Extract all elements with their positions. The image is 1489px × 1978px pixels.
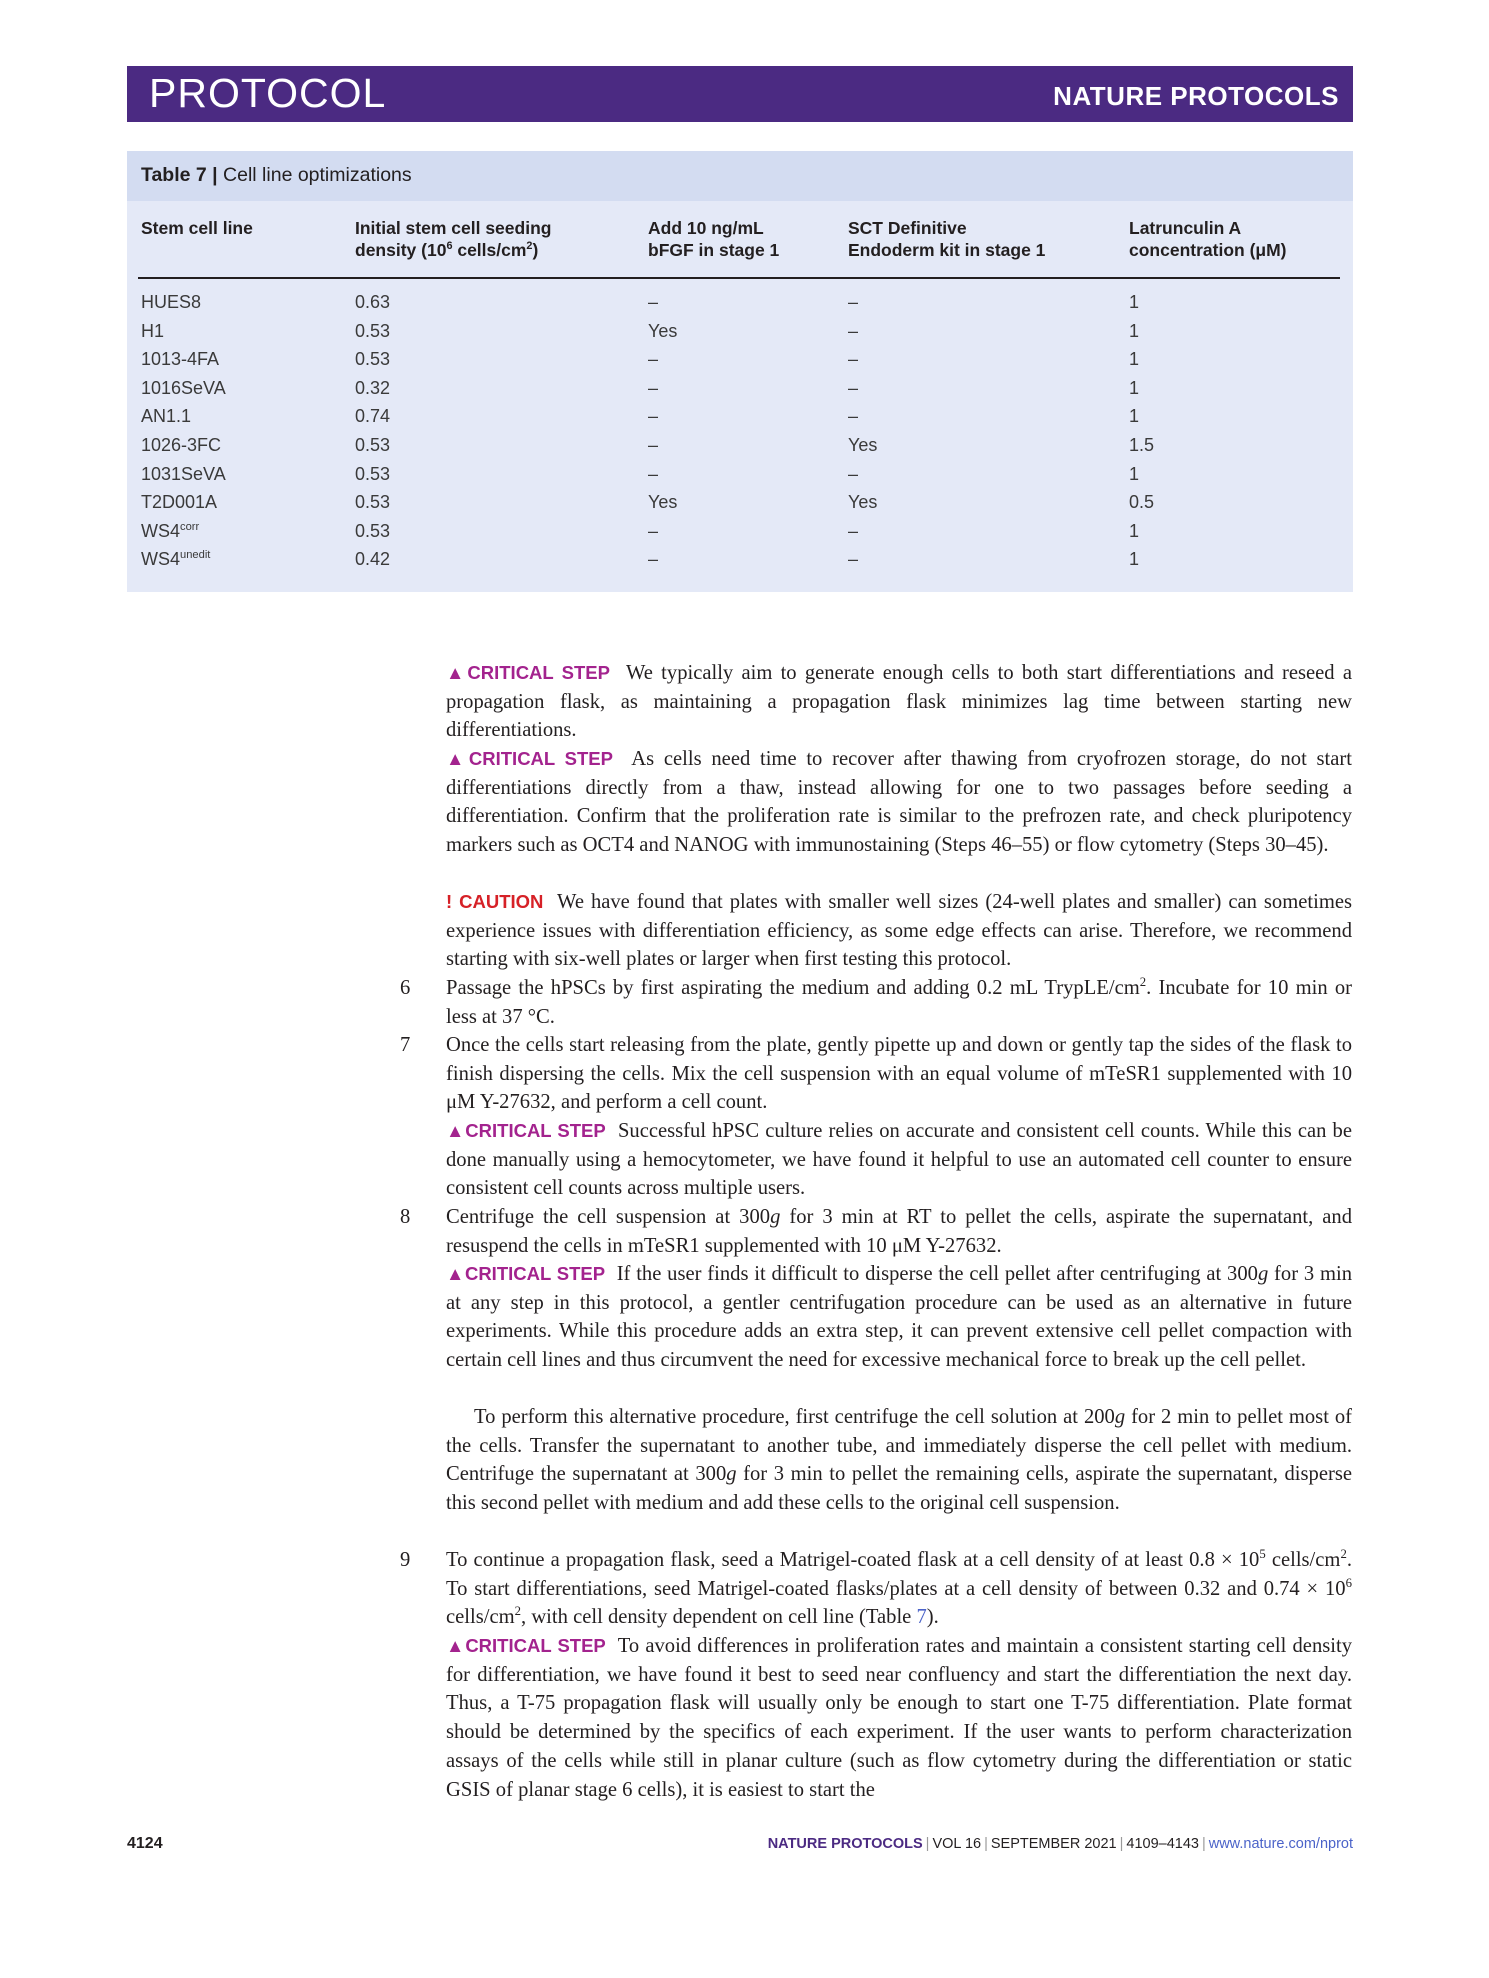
cell-sct-kit: Yes: [848, 435, 878, 455]
step-number: 9: [400, 1549, 411, 1571]
cell-bfgf: –: [648, 435, 659, 455]
cell-seeding-density: 0.53: [355, 520, 391, 541]
cell-bfgf: Yes: [648, 320, 678, 341]
table-row: [127, 406, 1353, 434]
cell-stem-cell-line: 1031SeVA: [141, 463, 226, 484]
cell-sct-kit: –: [848, 292, 859, 312]
step-8: Centrifuge the cell suspension at 300g for 3 min at RT to pellet the cells, aspirate the supernatant, and resuspend the cells in mTeSR1 supplemented with 10 μM Y-27632.: [446, 1206, 1352, 1257]
cell-stem-cell-line: 1026-3FC: [141, 435, 222, 455]
col-header-text: Stem cell line: [141, 218, 253, 238]
cell-latrunculin: 1.5: [1129, 435, 1155, 455]
caution-label: ! CAUTION: [446, 891, 544, 912]
critical-step-label: ▲CRITICAL STEP: [446, 748, 613, 769]
col-header-text: Endoderm kit in stage 1: [848, 240, 1046, 260]
cell-seeding-density: 0.53: [355, 320, 391, 341]
cell-stem-cell-line: $WS4^{unedit}$: [141, 549, 211, 570]
caution-note: ! CAUTION We have found that plates with smaller well sizes (24-well plates and smaller) can sometimes experience issues with differentiation efficiency, as some edge effects can arise. Therefore, we recommend starting with six-well plates or larger when first testing this protocol.: [446, 891, 1352, 971]
cell-stem-cell-line: HUES8: [141, 292, 202, 312]
cell-bfgf: –: [648, 463, 659, 484]
table-row: [127, 349, 1353, 377]
table-row: [127, 464, 1353, 492]
cell-bfgf: –: [648, 377, 659, 398]
footer-url-link[interactable]: www.nature.com/nprot: [1208, 1836, 1353, 1852]
critical-step-note: ▲CRITICAL STEP If the user finds it difficult to disperse the cell pellet after centrifuging at 300g for 3 min at any step in this protocol, a gentler centrifugation procedure can be used as an alternative in future experiments. While this procedure adds an extra step, it can prevent extensive cell pellet compaction with certain cell lines and thus circumvent the need for excessive mechanical force to break up the cell pellet.: [446, 1263, 1353, 1372]
col-header-bfgf: [648, 217, 779, 261]
journal-name: NATURE PROTOCOLS: [1053, 81, 1339, 111]
col-header-text: SCT Definitive: [848, 218, 967, 238]
cell-seeding-density: 0.42: [355, 549, 391, 570]
cell-sct-kit: Yes: [848, 492, 878, 513]
step-6: Passage the hPSCs by first aspirating the medium and adding 0.2 mL TrypLE/$cm^2$. Incubate for 10 min or less at 37 °C.: [446, 975, 1352, 1028]
cell-latrunculin: 1: [1129, 520, 1140, 541]
cell-seeding-density: 0.53: [355, 492, 391, 513]
cell-latrunculin: 1: [1129, 549, 1140, 570]
step-number: 8: [400, 1206, 411, 1228]
cell-sct-kit: –: [848, 406, 859, 427]
cell-stem-cell-line: 1013-4FA: [141, 349, 220, 370]
critical-step-label: ▲CRITICAL STEP: [446, 1263, 606, 1284]
col-header-stem-cell-line: [141, 217, 253, 239]
cell-sct-kit: –: [848, 349, 859, 370]
col-header-text: concentration (μM): [1129, 240, 1287, 260]
cell-seeding-density: 0.63: [355, 292, 391, 312]
table-row: [127, 549, 1353, 577]
col-header-latrunculin: [1129, 217, 1287, 261]
cell-seeding-density: 0.53: [355, 463, 391, 484]
critical-step-note: ▲CRITICAL STEP Successful hPSC culture relies on accurate and consistent cell counts. While this can be done manually using a hemocytometer, we have found it helpful to use an automated cell counter to ensure consistent cell counts across multiple users.: [446, 1120, 1352, 1200]
cell-sct-kit: –: [848, 549, 859, 570]
critical-step-note: ▲CRITICAL STEP As cells need time to recover after thawing from cryofrozen storage, do not start differentiations directly from a thaw, instead allowing for one to two passages before seeding a differentiation. Confirm that the proliferation rate is similar to the prefrozen rate, and check pluripotency markers such as OCT4 and NANOG with immunostaining (Steps 46–55) or flow cytometry (Steps 30–45).: [446, 748, 1352, 857]
cell-bfgf: Yes: [648, 492, 678, 513]
table-row: [127, 292, 1353, 320]
col-header-text: Latrunculin A: [1129, 218, 1242, 238]
cell-seeding-density: 0.53: [355, 435, 391, 455]
footer-date: SEPTEMBER 2021: [990, 1836, 1117, 1852]
critical-step-note: ▲CRITICAL STEP We typically aim to generate enough cells to both start differentiations and reseed a propagation flask, as maintaining a propagation flask minimizes lag time between starting new differentiations.: [446, 662, 1352, 742]
step-9: To continue a propagation flask, seed a Matrigel-coated flask at a cell density of at least $0.8 \times 10^5$ cells/$cm^2$. To start differentiations, seed Matrigel-coated flasks/plates at a cell density of between 0.32 and $0.74 \times 10^6$ cells/$cm^2$, with cell density dependent on cell line (Table 7).: [446, 1547, 1352, 1629]
cell-bfgf: –: [648, 406, 659, 427]
cell-seeding-density: 0.74: [355, 406, 391, 427]
col-header-text: bFGF in stage 1: [648, 240, 780, 260]
table-caption: [127, 151, 1353, 201]
col-header-text: Add 10 ng/mL: [648, 218, 764, 238]
critical-step-label: ▲CRITICAL STEP: [446, 1635, 606, 1656]
cell-latrunculin: 1: [1129, 320, 1140, 341]
table-title: Cell line optimizations: [223, 164, 412, 186]
footer-journal: NATURE PROTOCOLS: [767, 1836, 923, 1852]
cell-bfgf: –: [648, 520, 659, 541]
cell-stem-cell-line: H1: [141, 320, 165, 341]
table-row: [127, 492, 1353, 520]
footer-citation: NATURE PROTOCOLS | VOL 16 | SEPTEMBER 2021 | 4109–4143 | www.nature.com/nprot: [767, 1836, 1353, 1852]
critical-step-label: ▲CRITICAL STEP: [446, 1120, 606, 1141]
table-row: [127, 321, 1353, 349]
section-label: PROTOCOL: [149, 70, 387, 116]
cell-latrunculin: 1: [1129, 377, 1140, 398]
cell-latrunculin: 0.5: [1129, 492, 1155, 513]
cell-seeding-density: 0.32: [355, 377, 391, 398]
cell-sct-kit: –: [848, 320, 859, 341]
cell-latrunculin: 1: [1129, 463, 1140, 484]
step-number: 6: [400, 977, 411, 999]
header-rule: [138, 277, 1340, 279]
cell-seeding-density: 0.53: [355, 349, 391, 370]
cell-sct-kit: –: [848, 463, 859, 484]
step-7: Once the cells start releasing from the plate, gently pipette up and down or gently tap the sides of the flask to finish dispersing the cells. Mix the cell suspension with an equal volume of mTeSR1 supplemented with 10 μM Y-27632, and perform a cell count.: [446, 1034, 1352, 1114]
table-row: [127, 435, 1353, 463]
cell-stem-cell-line: T2D001A: [141, 492, 218, 513]
table-row: [127, 378, 1353, 406]
footer-volume: VOL 16: [932, 1836, 982, 1852]
alternative-procedure-paragraph: To perform this alternative procedure, first centrifuge the cell solution at 200g for 2 min to pellet most of the cells. Transfer the supernatant to another tube, and immediately disperse the cell pellet with medium. Centrifuge the supernatant at 300g for 3 min to pellet the remaining cells, aspirate the supernatant, disperse this second pellet with medium and add these cells to the original cell suspension.: [446, 1406, 1353, 1515]
table-row: [127, 521, 1353, 549]
cell-stem-cell-line: $WS4^{corr}$: [141, 520, 200, 541]
table-7: [127, 151, 1353, 592]
cell-bfgf: –: [648, 549, 659, 570]
critical-step-label: ▲CRITICAL STEP: [446, 662, 610, 683]
step-number: 7: [400, 1034, 411, 1056]
cell-bfgf: –: [648, 349, 659, 370]
table-reference-link[interactable]: 7: [916, 1606, 927, 1629]
cell-stem-cell-line: AN1.1: [141, 406, 192, 427]
footer-pages: 4109–4143: [1126, 1836, 1199, 1852]
page-header: [127, 66, 1353, 122]
cell-latrunculin: 1: [1129, 406, 1140, 427]
cell-sct-kit: –: [848, 377, 859, 398]
cell-latrunculin: 1: [1129, 292, 1140, 312]
page-number: 4124: [127, 1835, 163, 1852]
col-header-text: Initial stem cell seeding: [355, 218, 552, 238]
col-header-text: density ($10^6$ cells/$cm^2$): [355, 240, 539, 260]
cell-bfgf: –: [648, 292, 659, 312]
cell-stem-cell-line: 1016SeVA: [141, 377, 226, 398]
col-header-sct-kit: [848, 217, 1045, 261]
col-header-seeding-density: [355, 217, 551, 261]
cell-sct-kit: –: [848, 520, 859, 541]
critical-step-note: ▲CRITICAL STEP To avoid differences in proliferation rates and maintain a consistent starting cell density for differentiation, we have found it best to seed near confluency and start the differentiation the next day. Thus, a T-75 propagation flask will usually only be enough to start one T-75 differentiation. Plate format should be determined by the specifics of each experiment. If the user wants to perform characterization assays of the cells while still in planar culture (such as flow cytometry during the differentiation or static GSIS of planar stage 6 cells), it is easiest to start the: [446, 1635, 1352, 1801]
table-label: Table 7 |: [141, 164, 218, 186]
cell-latrunculin: 1: [1129, 349, 1140, 370]
